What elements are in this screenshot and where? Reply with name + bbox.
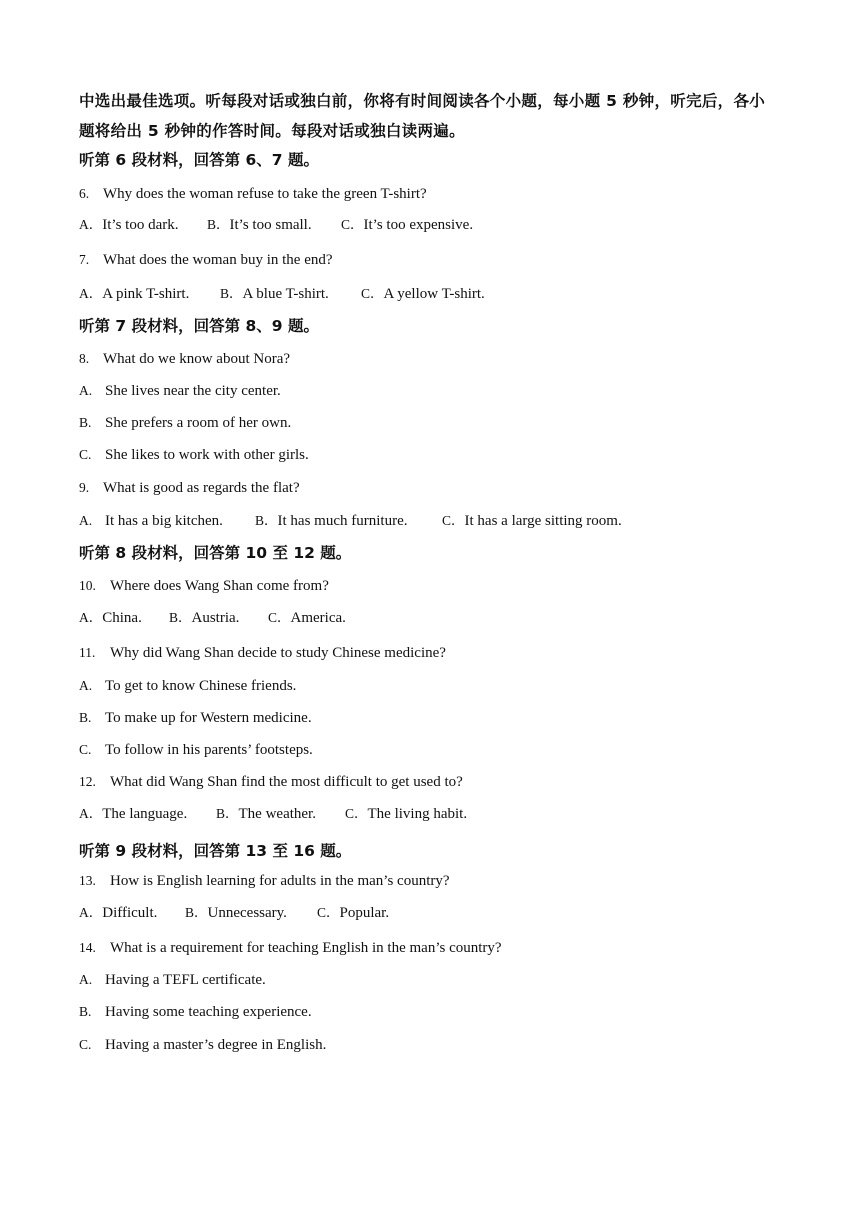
question-11-option-c	[79, 740, 313, 760]
option-label: C．	[361, 286, 384, 301]
option-label: A．	[79, 286, 103, 301]
option-text: It has a large sitting room.	[464, 513, 622, 529]
question-13	[79, 871, 450, 891]
question-7-options	[79, 284, 485, 304]
option-text: To follow in his parents’ footsteps.	[105, 742, 313, 758]
option-text: Having a TEFL certificate.	[105, 972, 266, 988]
question-12-options	[79, 804, 467, 824]
option-label: C.	[79, 1037, 92, 1052]
question-6-options	[79, 215, 473, 235]
question-14	[79, 938, 502, 958]
option-a	[79, 608, 169, 628]
option-label: A．	[79, 905, 103, 920]
question-number: 7.	[79, 252, 90, 267]
option-b	[255, 511, 442, 531]
option-label: B．	[216, 806, 239, 821]
option-text: It has a big kitchen.	[105, 513, 223, 529]
option-b	[216, 804, 345, 824]
question-7	[79, 250, 333, 270]
section-heading: 听第 9 段材料，回答第 13 至 16 题。	[79, 842, 352, 860]
option-label: C．	[317, 905, 340, 920]
option-text: To make up for Western medicine.	[105, 710, 312, 726]
option-b	[220, 284, 361, 304]
option-text: A pink T-shirt.	[102, 286, 190, 302]
option-label: A.	[79, 383, 93, 398]
option-label: C．	[341, 217, 364, 232]
option-text: The language.	[102, 806, 188, 822]
option-label: B.	[79, 1004, 92, 1019]
question-8-option-b	[79, 413, 291, 433]
option-b	[207, 215, 341, 235]
question-text: What did Wang Shan find the most difficult to get used to?	[110, 774, 463, 790]
option-label: A.	[79, 513, 93, 528]
option-b	[185, 903, 317, 923]
option-text: The living habit.	[367, 806, 468, 822]
option-text: Unnecessary.	[207, 905, 287, 921]
option-text: Popular.	[339, 905, 390, 921]
option-a	[79, 284, 220, 304]
section-heading: 听第 8 段材料，回答第 10 至 12 题。	[79, 544, 352, 562]
option-text: A yellow T-shirt.	[383, 286, 485, 302]
question-11	[79, 643, 446, 663]
option-a	[79, 804, 216, 824]
option-text: Having some teaching experience.	[105, 1004, 312, 1020]
question-text: What do we know about Nora?	[103, 351, 291, 367]
option-label: B．	[207, 217, 230, 232]
option-text: She prefers a room of her own.	[105, 415, 292, 431]
option-c	[341, 215, 473, 235]
section-heading: 听第 7 段材料，回答第 8、9 题。	[79, 317, 319, 335]
option-label: B．	[169, 610, 192, 625]
option-b	[169, 608, 268, 628]
question-14-option-a	[79, 970, 266, 990]
question-number: 11.	[79, 645, 96, 660]
question-11-option-b	[79, 708, 312, 728]
option-label: C.	[79, 447, 92, 462]
question-number: 8.	[79, 351, 90, 366]
question-9-options	[79, 511, 622, 531]
question-text: How is English learning for adults in the man’s country?	[110, 873, 450, 889]
option-a	[79, 215, 207, 235]
question-text: Why does the woman refuse to take the green T-shirt?	[103, 186, 427, 202]
question-number: 14.	[79, 940, 96, 955]
question-8-option-c	[79, 445, 309, 465]
option-label: B．	[220, 286, 243, 301]
option-label: B.	[79, 710, 92, 725]
question-14-option-c	[79, 1035, 326, 1055]
question-text: Why did Wang Shan decide to study Chinese medicine?	[110, 645, 446, 661]
option-text: It’s too small.	[229, 217, 312, 233]
instructions-paragraph: 中选出最佳选项。听每段对话或独白前，你将有时间阅读各个小题，每小题 5 秒钟，听完后，各小题将给出 5 秒钟的作答时间。每段对话或独白读两遍。	[79, 92, 766, 140]
option-c	[317, 903, 389, 923]
option-text: America.	[290, 610, 346, 626]
option-text: She likes to work with other girls.	[105, 447, 309, 463]
option-text: To get to know Chinese friends.	[105, 678, 297, 694]
option-text: It’s too expensive.	[363, 217, 474, 233]
question-9	[79, 478, 300, 498]
question-text: Where does Wang Shan come from?	[110, 578, 329, 594]
option-c	[361, 284, 485, 304]
option-label: C．	[442, 513, 465, 528]
option-text: A blue T-shirt.	[242, 286, 329, 302]
option-text: Difficult.	[102, 905, 158, 921]
option-text: Having a master’s degree in English.	[105, 1037, 327, 1053]
option-label: B．	[185, 905, 208, 920]
option-label: B．	[255, 513, 278, 528]
option-text: China.	[102, 610, 142, 626]
option-c	[268, 608, 346, 628]
option-c	[345, 804, 467, 824]
option-label: B.	[79, 415, 92, 430]
option-label: C．	[345, 806, 368, 821]
question-14-option-b	[79, 1002, 312, 1022]
option-label: A．	[79, 217, 103, 232]
question-number: 13.	[79, 873, 96, 888]
option-text: Austria.	[191, 610, 240, 626]
question-6	[79, 184, 427, 204]
option-text: She lives near the city center.	[105, 383, 281, 399]
question-11-option-a	[79, 676, 296, 696]
option-label: A．	[79, 806, 103, 821]
question-8-option-a	[79, 381, 281, 401]
option-text: The weather.	[238, 806, 316, 822]
option-a	[79, 903, 185, 923]
option-c	[442, 511, 622, 531]
option-label: A．	[79, 610, 103, 625]
question-number: 10.	[79, 578, 96, 593]
option-text: It’s too dark.	[102, 217, 179, 233]
option-label: C．	[268, 610, 291, 625]
option-label: A.	[79, 678, 93, 693]
question-10	[79, 576, 329, 596]
question-8	[79, 349, 290, 369]
question-10-options	[79, 608, 346, 628]
question-text: What is a requirement for teaching English in the man’s country?	[110, 940, 502, 956]
section-heading: 听第 6 段材料，回答第 6、7 题。	[79, 151, 319, 169]
option-label: A.	[79, 972, 93, 987]
option-text: It has much furniture.	[277, 513, 408, 529]
question-number: 9.	[79, 480, 90, 495]
question-number: 6.	[79, 186, 90, 201]
option-label: C.	[79, 742, 92, 757]
question-12	[79, 772, 463, 792]
option-a	[79, 511, 255, 531]
question-text: What does the woman buy in the end?	[103, 252, 333, 268]
question-text: What is good as regards the flat?	[103, 480, 300, 496]
question-number: 12.	[79, 774, 96, 789]
question-13-options	[79, 903, 389, 923]
